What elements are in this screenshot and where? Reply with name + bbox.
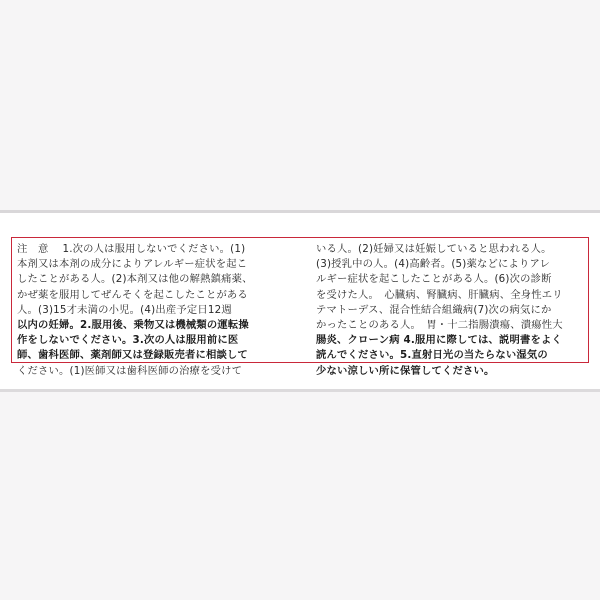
caution-notice-box [11,237,589,377]
caution-line: 本剤又は本剤の成分によりアレルギー症状を起こ [17,258,248,271]
caution-right-column [316,242,584,379]
caution-line: 作をしないでください。3.次の人は服用前に医 [17,334,239,347]
caution-left-column [17,242,305,379]
caution-line: 少ない涼しい所に保管してください。 [316,364,495,377]
caution-line: 読んでください。5.直射日光の当たらない湿気の [316,349,548,362]
caution-line: 以内の妊婦。2.服用後、乗物又は機械類の運転操 [17,318,249,331]
caution-line: 注 意 1.次の人は服用しないでください。(1) [17,243,246,255]
caution-line: 師、歯科医師、薬剤師又は登録販売者に相談して [17,349,248,362]
caution-line: かったことのある人。 胃・十二指腸潰瘍、潰瘍性大 [316,318,563,331]
caution-line: (3)授乳中の人。(4)高齢者。(5)薬などによりアレ [316,258,551,271]
caution-line: を受けた人。 心臓病、腎臓病、肝臓病、全身性エリ [316,288,563,301]
caution-line: したことがある人。(2)本剤又は他の解熱鎮痛薬、 [17,273,253,286]
caution-line: ください。(1)医師又は歯科医師の治療を受けて [17,364,243,377]
caution-line: 人。(3)15才未満の小児。(4)出産予定日12週 [17,303,232,316]
caution-line: ルギー症状を起こしたことがある人。(6)次の診断 [316,273,552,286]
box-bottom-flap [0,392,600,600]
caution-line: かぜ薬を服用してぜんそくを起こしたことがある [17,288,248,301]
caution-line: テマトーデス、混合性結合組織病(7)次の病気にか [316,303,552,316]
caution-line: いる人。(2)妊婦又は妊娠していると思われる人。 [316,243,552,255]
box-top-flap [0,0,600,212]
caution-line: 腸炎、クローン病 4.服用に際しては、説明書をよく [316,334,562,347]
